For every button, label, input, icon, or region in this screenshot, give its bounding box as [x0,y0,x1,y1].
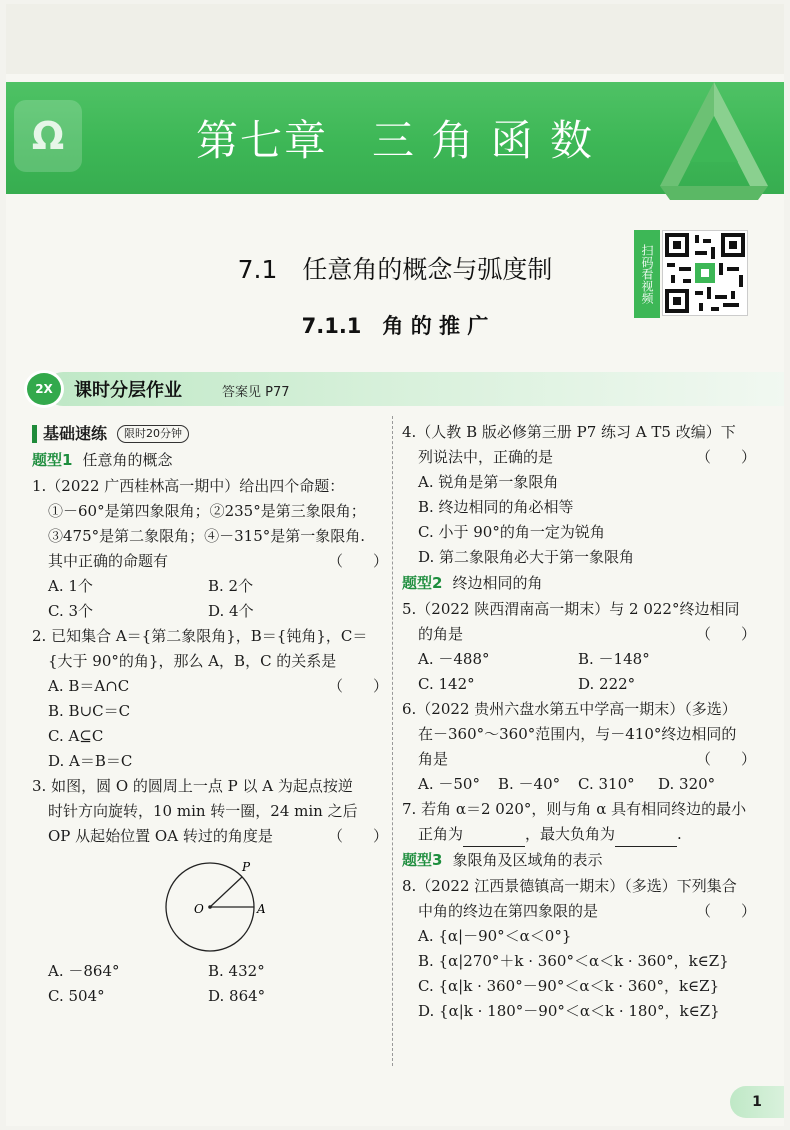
q4-option-a: A. 锐角是第一象限角 [418,473,559,491]
q2-option-b: B. B∪C＝C [48,702,131,720]
q6-option-a: A. －50° [418,775,480,793]
q8-option-d: D. {α|k · 180°－90°＜α＜k · 180°，k∈Z} [418,1002,720,1020]
q6-line: 在－360°～360°范围内，与－410°终边相同的 [418,725,737,743]
q1-option-b: B. 2个 [208,577,254,595]
q3-option-c: C. 504° [48,987,105,1005]
type3-header [402,847,762,874]
q2-line: {大于 90°的角}，那么 A，B，C 的关系是 [48,652,337,670]
question-1 [32,474,394,624]
section-title: 7.1 任意角的概念与弧度制 [237,255,553,284]
chapter-banner [6,82,784,194]
q1-option-d: D. 4个 [208,602,254,620]
qr-block[interactable] [634,230,748,318]
q5-option-b: B. －148° [578,650,650,668]
timer-badge: 限时20分钟 [117,425,189,443]
q6-option-d: D. 320° [658,775,716,793]
q4-option-b: B. 终边相同的角必相等 [418,498,574,516]
q2-option-d: D. A＝B＝C [48,752,133,770]
qr-code-icon[interactable] [662,230,748,316]
q1-option-c: C. 3个 [48,602,94,620]
answer-bracket: （ ） [327,552,388,570]
answer-bracket: （ ） [695,750,756,768]
label-o: O [194,902,204,916]
q2-option-c: C. A⊆C [48,727,104,745]
circle-diagram-icon [160,855,280,955]
q8-line: 8.（2022 江西景德镇高一期末）（多选）下列集合 [402,877,737,895]
q3-option-d: D. 864° [208,987,266,1005]
q5-option-a: A. －488° [418,650,490,668]
type2-header [402,570,762,597]
type2-name: 终边相同的角 [452,574,543,592]
homework-title: 课时分层作业 [74,380,182,401]
q6-line: 6.（2022 贵州六盘水第五中学高一期末）（多选） [402,700,737,718]
q7-line: 7. 若角 α＝2 020°，则与角 α 具有相同终边的最小 [402,800,747,818]
q7-blank-2[interactable] [615,831,677,847]
question-6 [402,697,762,797]
q5-line: 的角是 [418,625,464,643]
q6-option-c: C. 310° [578,775,635,793]
basic-practice-header [32,420,394,447]
answer-bracket: （ ） [695,625,756,643]
question-3 [32,774,394,1009]
q2-option-a: A. B＝A∩C [48,677,130,695]
q3-option-b: B. 432° [208,962,265,980]
q1-line: 1.（2022 广西桂林高一期中）给出四个命题： [32,477,345,495]
q3-line: 时针方向旋转，10 min 转一圈，24 min 之后 [48,802,358,820]
left-column [32,420,394,1009]
answer-reference: 答案见 P77 [222,385,290,400]
q3-line: 3. 如图，圆 O 的圆周上一点 P 以 A 为起点按逆 [32,777,353,795]
q6-line: 角是 [418,750,449,768]
question-2 [32,624,394,774]
q8-line: 中角的终边在第四象限的是 [418,902,599,920]
basic-marker-icon [32,425,37,443]
question-5 [402,597,762,697]
qr-label: 扫码看视频 [634,230,660,318]
type2-tag: 题型2 [402,574,443,592]
top-strip [6,4,784,74]
q8-option-b: B. {α|270°＋k · 360°＜α＜k · 360°，k∈Z} [418,952,729,970]
answer-bracket: （ ） [327,827,388,845]
q7-text-c: . [677,825,682,843]
q7-blank-1[interactable] [463,831,525,847]
question-4 [402,420,762,570]
q1-option-a: A. 1个 [48,577,93,595]
q5-line: 5.（2022 陕西渭南高一期末）与 2 022°终边相同 [402,600,740,618]
page [6,4,784,1126]
type3-name: 象限角及区域角的表示 [452,851,603,869]
circle-figure [32,855,394,955]
type1-tag: 题型1 [32,451,73,469]
label-p: P [242,860,251,874]
q4-line: 4.（人教 B 版必修第三册 P7 练习 A T5 改编）下 [402,423,736,441]
q2-line: 2. 已知集合 A＝{第二象限角}，B＝{钝角}，C＝ [32,627,368,645]
type3-tag: 题型3 [402,851,443,869]
subsection-title: 7.1.1 角 的 推 广 [301,314,489,338]
q1-line: 其中正确的命题有 [48,552,169,570]
q4-option-d: D. 第二象限角必大于第一象限角 [418,548,635,566]
q7-text-a: 正角为 [418,825,464,843]
q1-line: ③475°是第二象限角；④－315°是第一象限角. [48,527,366,545]
homework-badge: 2X [24,370,64,408]
chapter-title: 第七章 三 角 函 数 [195,116,595,165]
answer-bracket: （ ） [695,902,756,920]
type1-name: 任意角的概念 [82,451,173,469]
q3-line: OP 从起始位置 OA 转过的角度是 [48,827,273,845]
question-8 [402,874,762,1024]
label-a: A [257,902,266,916]
logo-symbol: Ω [31,114,65,158]
question-7 [402,797,762,847]
basic-title: 基础速练 [43,424,108,443]
q5-option-c: C. 142° [418,675,475,693]
q7-text-b: ，最大负角为 [525,825,616,843]
q4-option-c: C. 小于 90°的角一定为锐角 [418,523,605,541]
q5-option-d: D. 222° [578,675,636,693]
type1-header [32,447,394,474]
answer-bracket: （ ） [695,448,756,466]
q6-option-b: B. －40° [498,775,561,793]
q3-option-a: A. －864° [48,962,120,980]
q8-option-a: A. {α|－90°＜α＜0°} [418,927,572,945]
right-column [402,420,762,1024]
page-number: 1 [730,1086,784,1118]
answer-bracket: （ ） [327,677,388,695]
penrose-triangle-icon [654,76,774,200]
q8-option-c: C. {α|k · 360°－90°＜α＜k · 360°，k∈Z} [418,977,720,995]
q4-line: 列说法中，正确的是 [418,448,554,466]
q1-line: ①－60°是第四象限角；②235°是第三象限角； [48,502,366,520]
